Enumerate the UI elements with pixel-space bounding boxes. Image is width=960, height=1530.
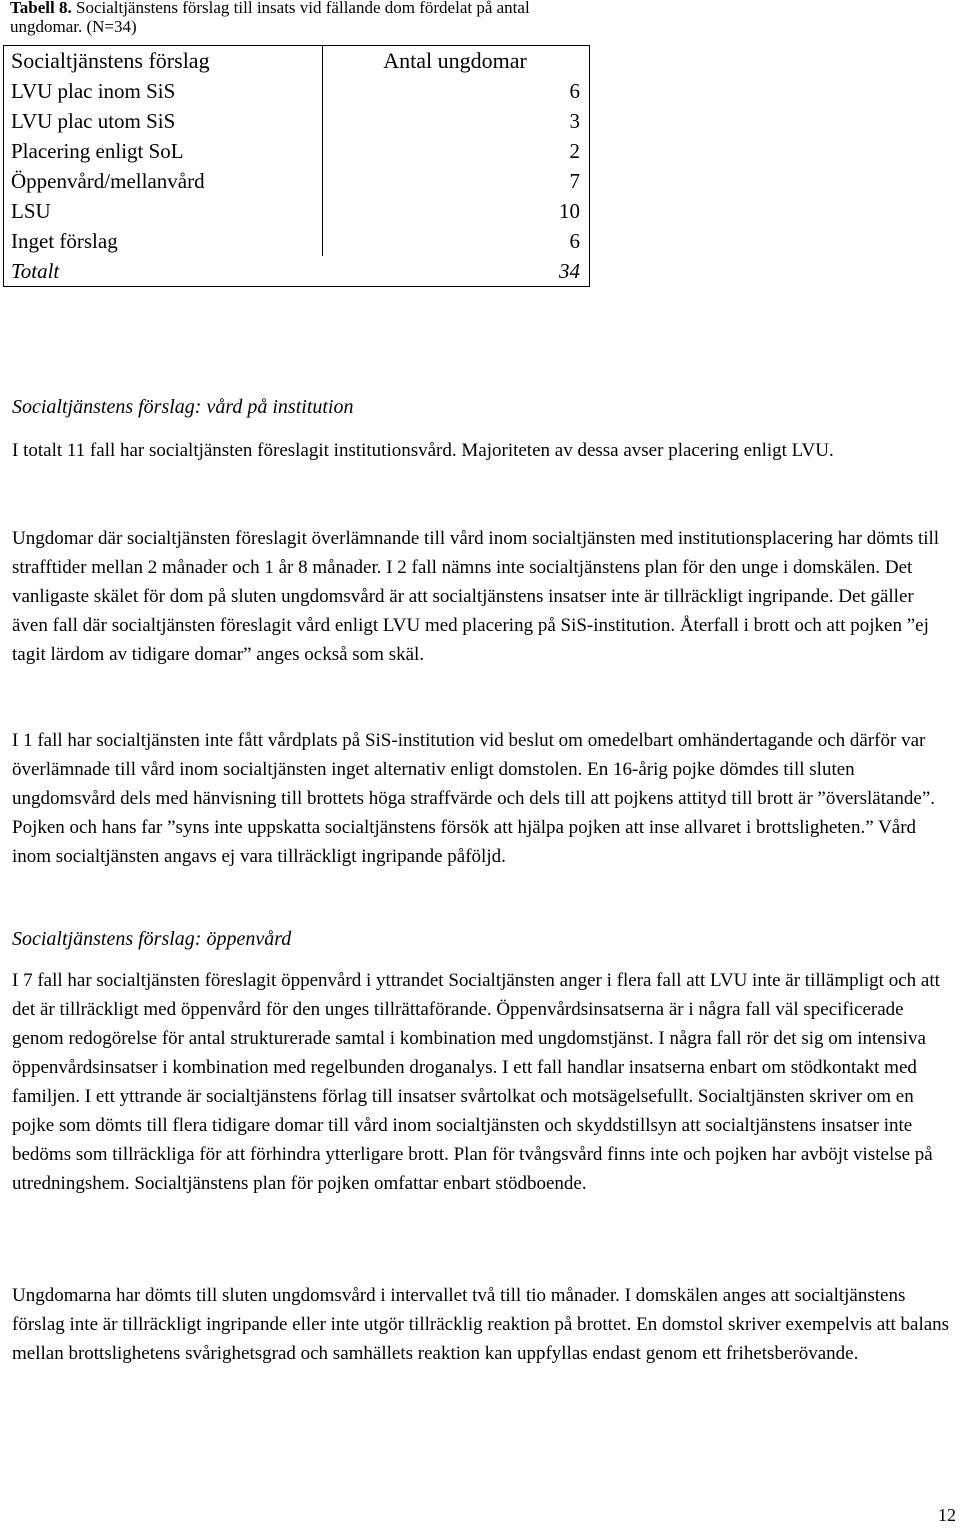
row-label: Öppenvård/mellanvård: [4, 166, 323, 196]
caption-label: Tabell 8.: [10, 0, 72, 17]
paragraph: I totalt 11 fall har socialtjänsten föreslagit institutionsvård. Majoriteten av dessa avser placering enligt LVU.: [12, 440, 834, 461]
section-outpatient-body: [12, 1281, 954, 1368]
paragraph: Ungdomar där socialtjänsten föreslagit överlämnande till vård inom socialtjänsten med institutionsplacering har dömts till strafftider mellan 2 månader och 1 år 8 månader. I 2 fall nämns inte socialtjänstens plan för den unge i domskälen. Det vanligaste skälet för dom på sluten ungdomsvård är att socialtjänstens insatser inte är tillräckligt ingripande. Det gäller även fall där socialtjänsten föreslagit vård enligt LVU med placering på SiS-institution. Återfall i brott och att pojken ”ej tagit lärdom av tidigare domar” anges också som skäl.: [12, 528, 940, 665]
row-label: Placering enligt SoL: [4, 136, 323, 166]
row-value: 7: [569, 168, 580, 193]
section-heading-outpatient: Socialtjänstens förslag: öppenvård: [12, 928, 292, 950]
column-header-count: Antal ungdomar: [383, 48, 527, 73]
section-heading-institution: Socialtjänstens förslag: vård på institution: [12, 396, 354, 418]
table-row: [4, 136, 590, 166]
section-institution-body: [12, 436, 954, 465]
section-outpatient-body: [12, 966, 954, 1198]
table-row: [4, 166, 590, 196]
row-value: 3: [569, 108, 580, 133]
row-value: 2: [569, 138, 580, 163]
page-number: 12: [938, 1505, 956, 1525]
row-value: 10: [559, 198, 580, 223]
paragraph: I 7 fall har socialtjänsten föreslagit öppenvård i yttrandet Socialtjänsten anger i flera fall att LVU inte är tillämpligt och att det är tillräckligt med öppenvård för den unges tillrättaförande. Öppenvårdsinsatserna är i några fall väl specificerade genom redogörelse för antal strukturerade samtal i kombination med ungdomstjänst. I några fall rör det sig om intensiva öppenvårdsinsatser i kombination med regelbunden droganalys. I ett fall handlar insatserna enbart om stödkontakt med familjen. I ett yttrande är socialtjänstens förlag till insatser svårtolkat och motsägelsefullt. Socialtjänsten skriver om en pojke som dömts till flera tidigare domar till vård inom socialtjänsten och skyddstillsyn att socialtjänstens insatser inte bedöms som tillräckliga för att förhindra ytterligare brott. Plan för tvångsvård finns inte och pojken har avböjt vistelse på utredningshem. Socialtjänstens plan för pojken omfattar enbart stödboende.: [12, 970, 940, 1194]
table-row: [4, 226, 590, 256]
paragraph: I 1 fall har socialtjänsten inte fått vårdplats på SiS-institution vid beslut om omedelbart omhändertagande och därför var överlämnade till vård inom socialtjänsten inget alternativ enligt domstolen. En 16-årig pojke dömdes till sluten ungdomsvård dels med hänvisning till brottets höga straffvärde och dels till att pojkens attityd till brott är ”överslätande”. Pojken och hans far ”syns inte uppskatta socialtjänstens försök att hjälpa pojken att inse allvaret i brottsligheten.” Vård inom socialtjänsten angavs ej vara tillräckligt ingripande påföljd.: [12, 730, 936, 867]
paragraph: Ungdomarna har dömts till sluten ungdomsvård i intervallet två till tio månader. I domskälen anges att socialtjänstens förslag inte är tillräckligt ingripande eller inte utgör tillräcklig reaktion på brottet. En domstol skriver exempelvis att balans mellan brottslighetens svårighetsgrad och samhällets reaktion kan uppfyllas endast genom ett frihetsberövande.: [12, 1285, 950, 1364]
row-value: 6: [569, 78, 580, 103]
row-label: LSU: [4, 196, 323, 226]
table-header-row: [4, 46, 590, 77]
section-institution-body: [12, 524, 954, 669]
table-row: [4, 76, 590, 106]
table-row: [4, 106, 590, 136]
total-label: Totalt: [11, 258, 60, 283]
column-header-proposal: Socialtjänstens förslag: [4, 46, 323, 77]
proposal-table: [3, 45, 590, 287]
table-caption: [10, 0, 600, 36]
row-label: LVU plac utom SiS: [4, 106, 323, 136]
row-label: Inget förslag: [4, 226, 323, 256]
caption-text: Socialtjänstens förslag till insats vid fällande dom fördelat på antal ungdomar. (N=34): [10, 0, 530, 36]
row-label: LVU plac inom SiS: [4, 76, 323, 106]
section-institution-body: [12, 726, 954, 871]
table-row: [4, 196, 590, 226]
total-value: 34: [559, 258, 580, 283]
row-value: 6: [569, 228, 580, 253]
table-total-row: [4, 256, 590, 287]
